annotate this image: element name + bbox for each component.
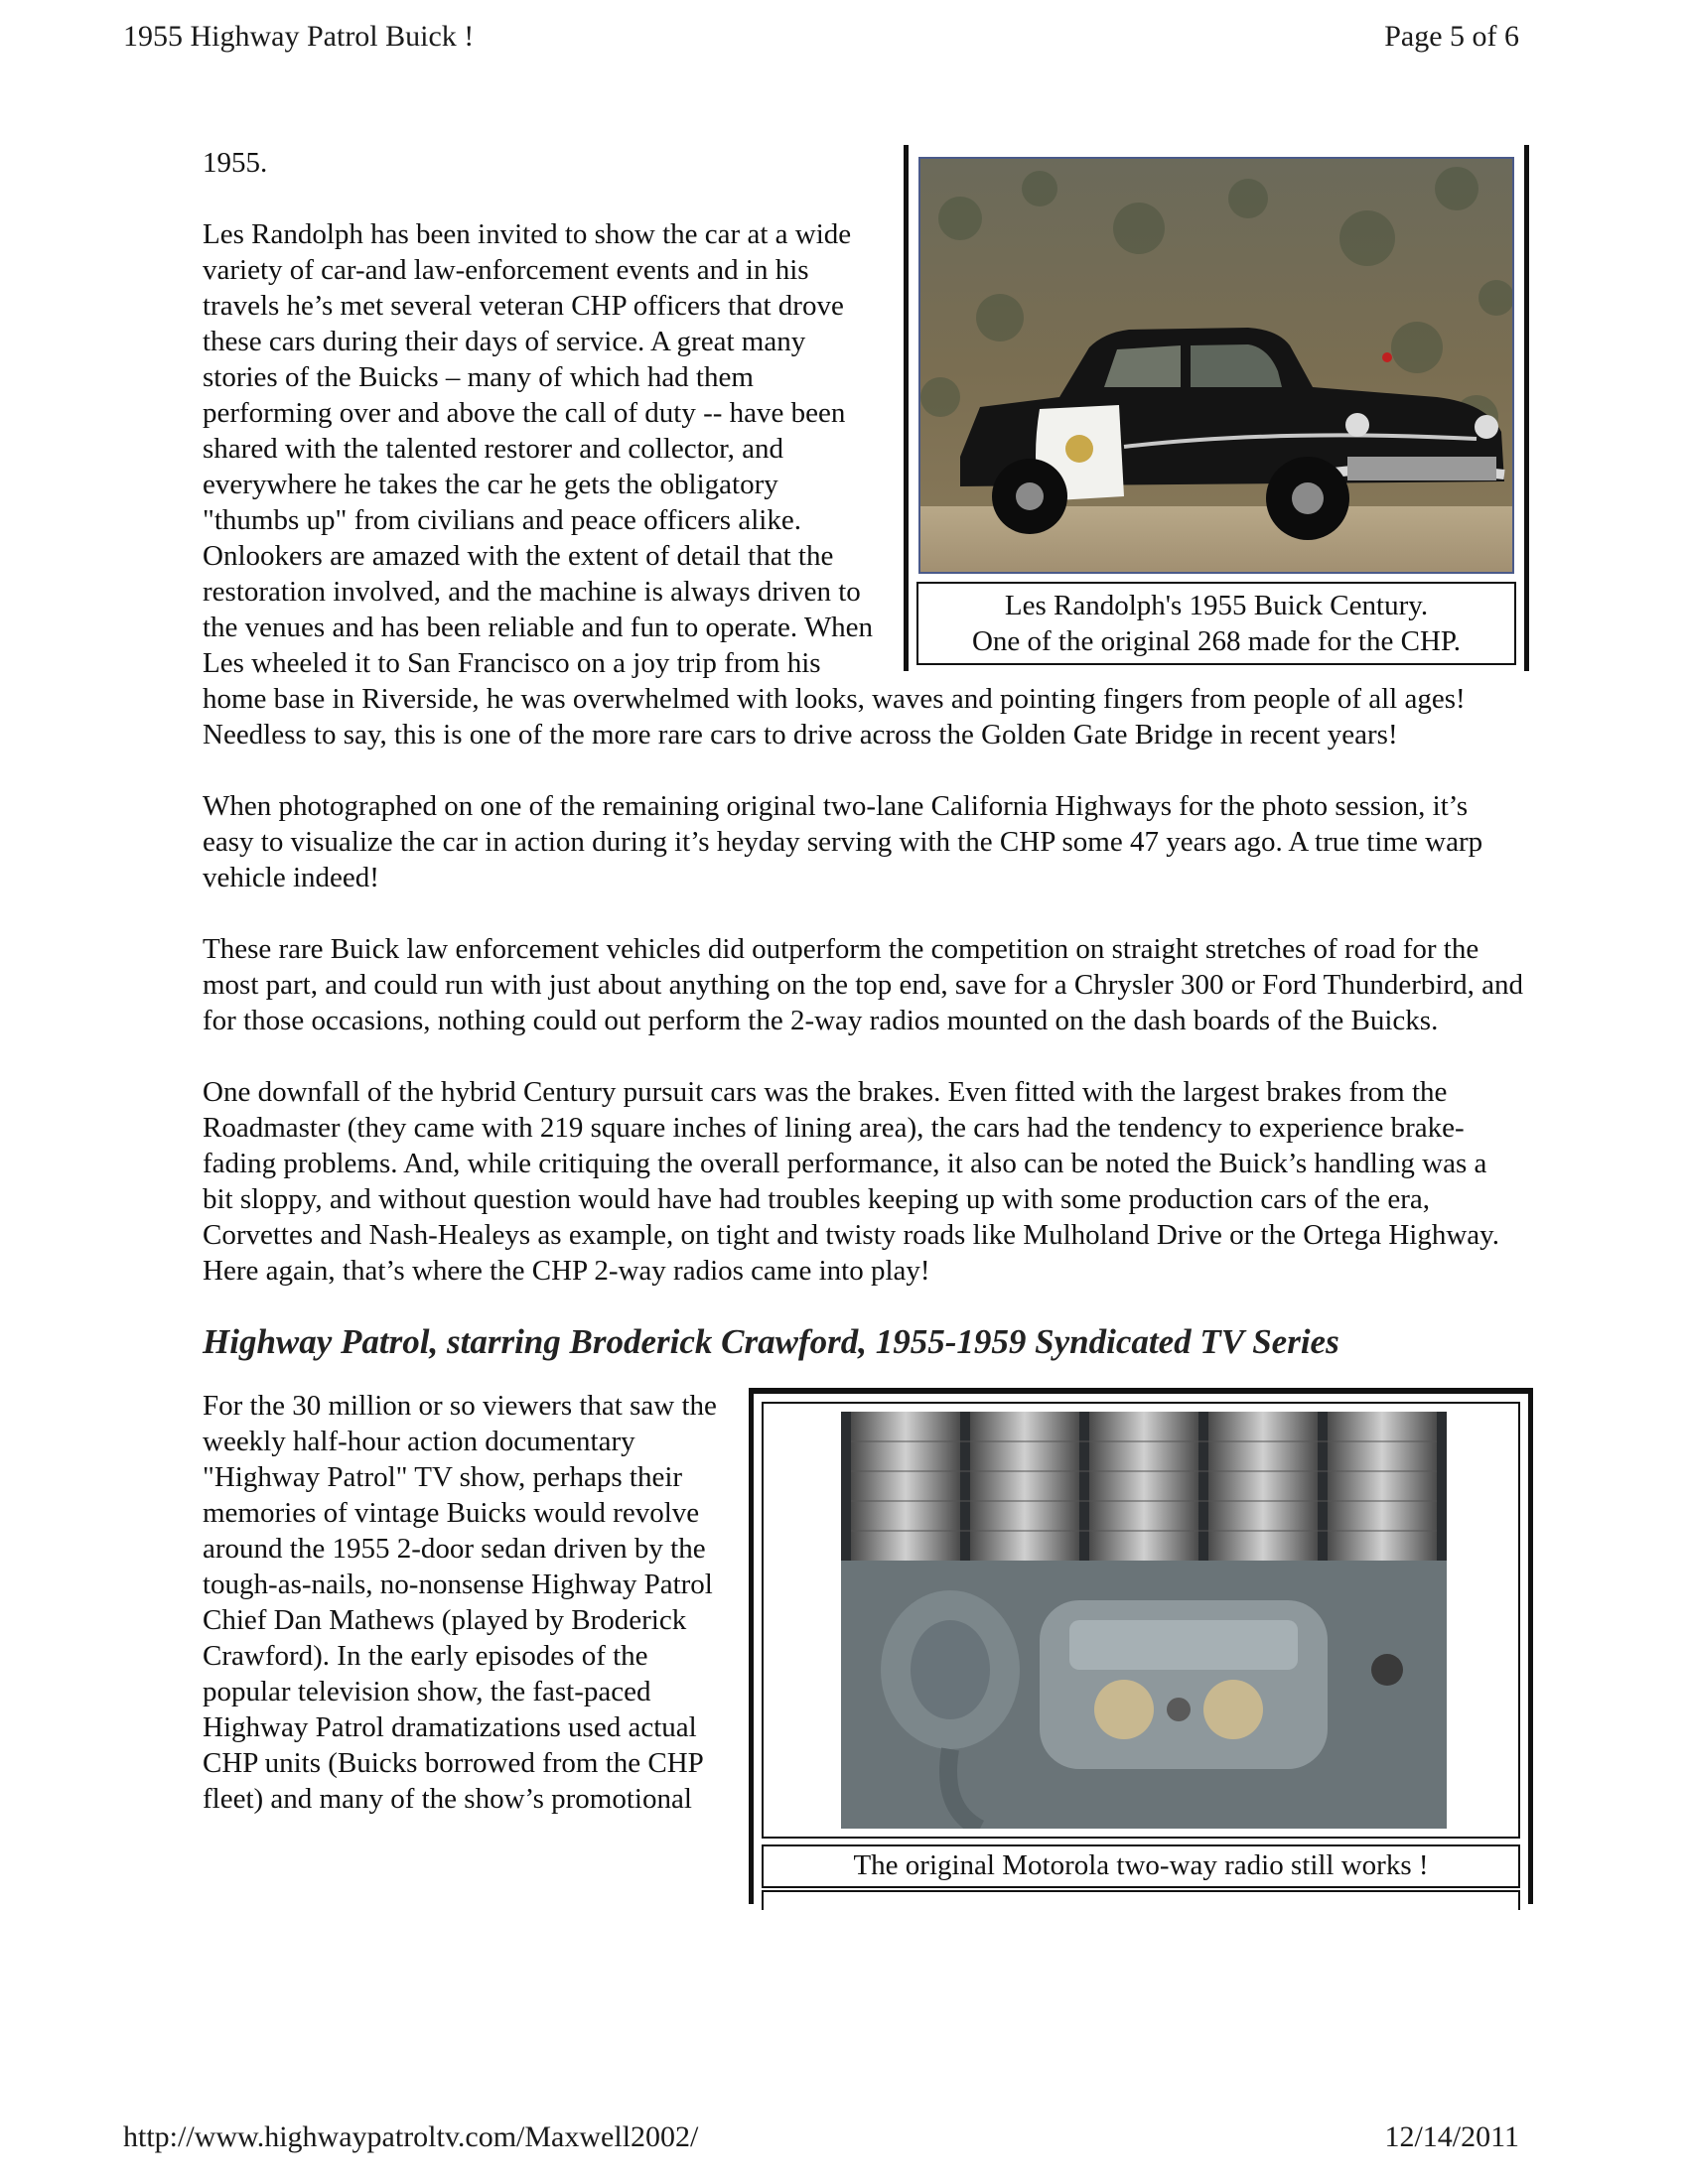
caption-line-1: Les Randolph's 1955 Buick Century. (1004, 590, 1429, 621)
figure-caption (916, 582, 1516, 665)
buick-century-photo (918, 157, 1514, 574)
page-number: Page 5 of 6 (1384, 20, 1519, 53)
buick-car-image (920, 159, 1514, 574)
motorola-radio-photo (841, 1412, 1447, 1829)
source-url[interactable]: http://www.highwaypatroltv.com/Maxwell2002/ (123, 2120, 699, 2153)
figure-caption: The original Motorola two-way radio still works ! (762, 1844, 1520, 1888)
year-line: 1955. (203, 147, 268, 179)
paragraph: These rare Buick law enforcement vehicles did outperform the competition on straight stretches of road for the most part, and could run with just about anything on the top end, save for a Chrysler 300 or Ford Thunderbird, and for those occasions, nothing could out perform the 2-way radios mounted on the dash boards of the Buicks. (203, 933, 1524, 1036)
radio-image (841, 1412, 1447, 1829)
buick-photo-figure (904, 145, 1529, 671)
radio-photo-frame (762, 1402, 1520, 1839)
caption-line-2: One of the original 268 made for the CHP. (971, 625, 1462, 657)
paragraph: When photographed on one of the remaining original two-lane California Highways for the photo session, it’s easy to visualize the car in action during it’s heyday serving with the CHP some 47 years ago. A true time warp vehicle indeed! (203, 790, 1483, 893)
print-date: 12/14/2011 (1384, 2120, 1519, 2153)
paragraph: One downfall of the hybrid Century pursuit cars was the brakes. Even fitted with the largest brakes from the Roadmaster (they came with 219 square inches of lining area), the cars had the tendency to experience brake-fading problems. And, while critiquing the overall performance, it also can be noted the Buick’s handling was a bit sloppy, and without question would have had troubles keeping up with some production cars of the era, Corvettes and Nash-Healeys as example, on tight and twisty roads like Mulholand Drive or the Ortega Highway. Here again, that’s where the CHP 2-way radios came into play! (203, 1076, 1500, 1287)
paragraph: Les Randolph has been invited to show the car at a wide variety of car-and law-enforcement events and in his travels he’s met several veteran CHP officers that drove these cars during their days of service. A great many stories of the Buicks – many of which had them performing over and above the call of duty -- have been shared with the talented restorer and collector, and everywhere he takes the car he gets the obligatory "thumbs up" from civilians and peace officers alike. Onlookers are amazed with the extent of detail that the restoration involved, and the machine is always driven to the venues and has been reliable and fun to operate. When Les wheeled it to San Francisco on a joy trip from his home base in Riverside, he was overwhelmed with looks, waves and pointing fingers from people of all ages! Needless to say, this is one of the more rare cars to drive across the Golden Gate Bridge in recent years! (203, 218, 1466, 751)
radio-photo-figure (749, 1388, 1533, 1904)
paragraph: For the 30 million or so viewers that saw the weekly half-hour action documentary "Highway Patrol" TV show, perhaps their memories of vintage Buicks would revolve around the 1955 2-door sedan driven by the tough-as-nails, no-nonsense Highway Patrol Chief Dan Mathews (played by Broderick Crawford). In the early episodes of the popular television show, the fast-paced Highway Patrol dramatizations used actual CHP units (Buicks borrowed from the CHP fleet) and many of the show’s promotional (203, 1390, 717, 1815)
caption-frame-bottom (762, 1890, 1520, 1910)
article-body (203, 145, 1523, 1914)
page-header-title: 1955 Highway Patrol Buick ! (123, 20, 475, 53)
section-heading: Highway Patrol, starring Broderick Crawford, 1955-1959 Syndicated TV Series (203, 1322, 1339, 1361)
